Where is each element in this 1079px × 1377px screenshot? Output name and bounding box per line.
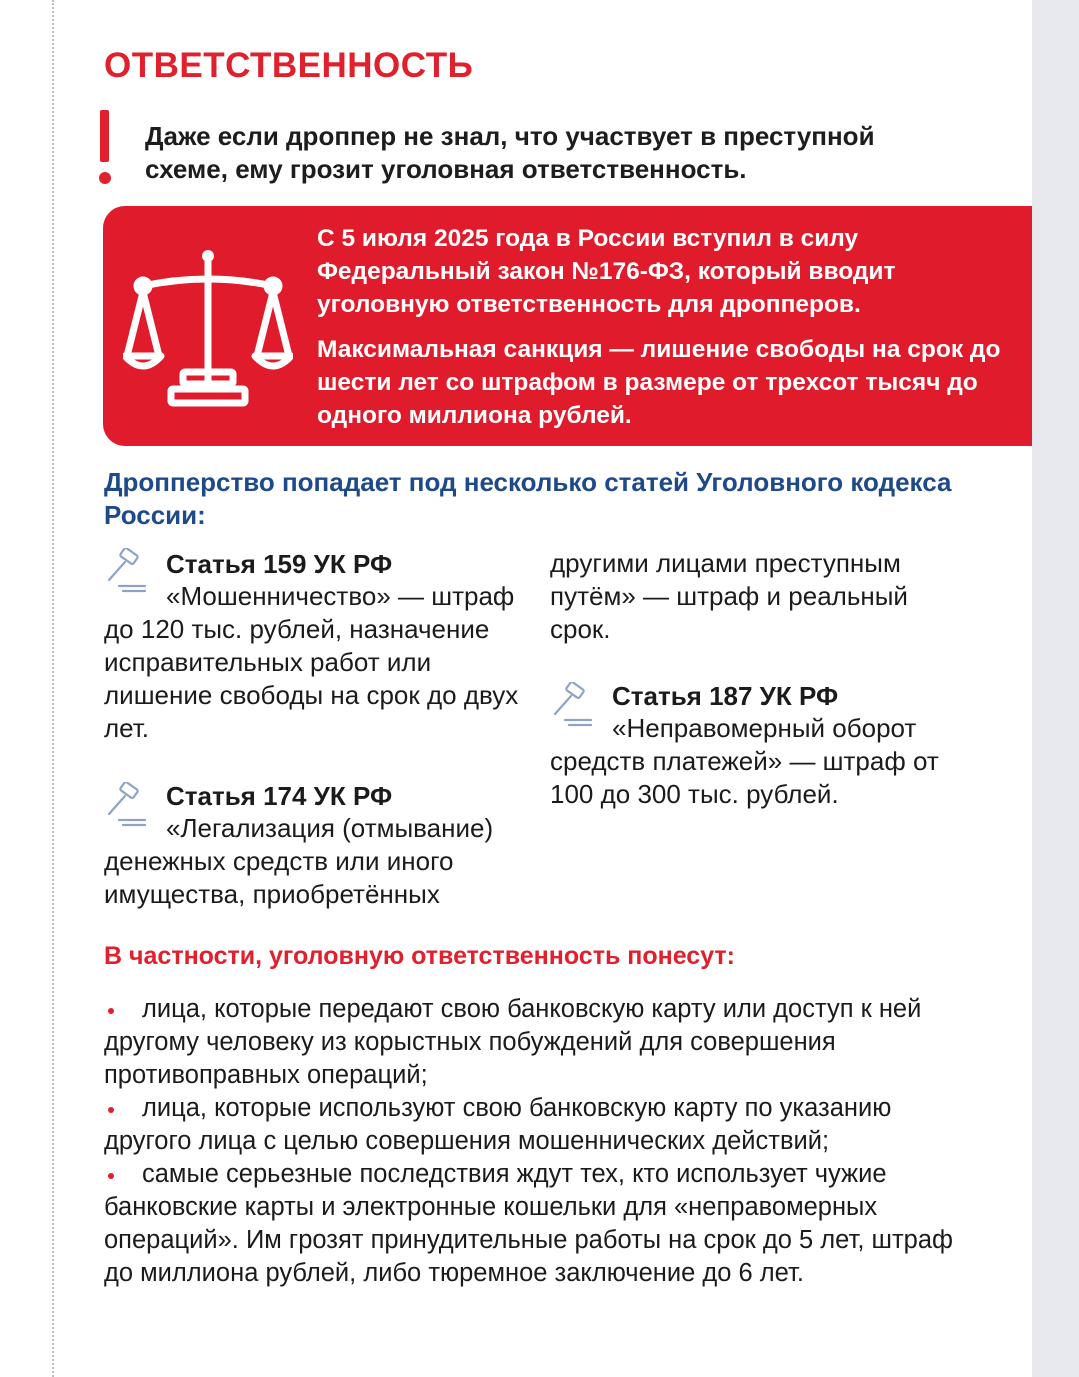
article-187-text: «Неправомерный оборот средств платежей» — штраф от 100 до 300 тыс. рублей.	[550, 713, 939, 809]
liability-heading: В частности, уголовную ответственность понесут:	[104, 942, 735, 970]
list-item: самые серьезные последствия ждут тех, кто использует чужие банковские карты и электронные кошельки для «неправомерных операций». Им грозят принудительные работы на срок до 5 лет, штраф до миллиона рублей, либо тюремное заключение до 6 лет.	[104, 1160, 953, 1287]
bullet-icon	[108, 1008, 114, 1014]
bullet-icon	[108, 1107, 114, 1113]
scales-of-justice-icon	[123, 244, 293, 409]
warning-text: Даже если дроппер не знал, что участвует в преступной схеме, ему грозит уголовная ответственность.	[145, 121, 875, 184]
article-159-title: Статья 159 УК РФ	[166, 549, 393, 579]
list-item: лица, которые передают свою банковскую карту или доступ к ней другому человеку из корыстных побуждений для совершения противоправных операций;	[104, 995, 922, 1089]
law-paragraph-2: Максимальная санкция — лишение свободы на срок до шести лет со штрафом в размере от трехсот тысяч до одного миллиона рублей.	[317, 336, 1001, 429]
margin-line	[52, 0, 54, 1377]
article-187-title: Статья 187 УК РФ	[612, 681, 839, 711]
bullet-icon	[108, 1173, 114, 1179]
list-item: лица, которые используют свою банковскую карту по указанию другого лица с целью совершения мошеннических действий;	[104, 1094, 892, 1155]
article-159-text: «Мошенничество» — штраф до 120 тыс. рублей, назначение исправительных работ или лишение свободы на срок до двух лет.	[104, 581, 519, 743]
liability-list	[104, 993, 984, 1290]
law-box	[103, 206, 1032, 446]
articles-intro: Дропперство попадает под несколько статей Уголовного кодекса России:	[104, 467, 952, 530]
article-174-title: Статья 174 УК РФ	[166, 781, 393, 811]
law-paragraph-1: С 5 июля 2025 года в России вступил в силу Федеральный закон №176-ФЗ, который вводит уголовную ответственность для дропперов.	[317, 225, 896, 318]
article-174-continuation: другими лицами преступным путём» — штраф и реальный срок.	[550, 548, 908, 644]
page-title: ОТВЕТСТВЕННОСТЬ	[104, 46, 474, 85]
article-174-text: «Легализация (отмывание) денежных средств или иного имущества, приобретённых	[104, 813, 494, 909]
